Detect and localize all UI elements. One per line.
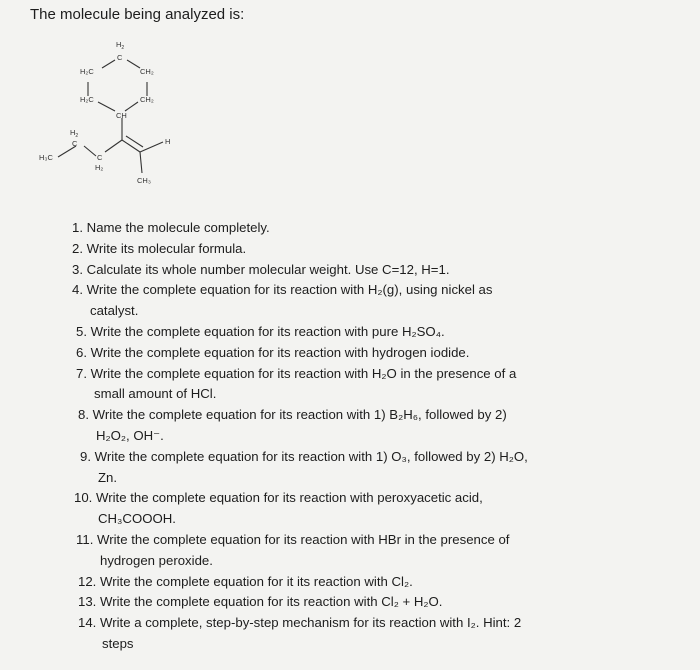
question-item — [60, 488, 690, 530]
h2-label: H₂ — [95, 163, 104, 172]
question-text: Write the complete equation for its reaction with hydrogen iodide. — [90, 344, 470, 360]
carbon-label: C — [117, 53, 123, 62]
ch2-label: CH₂ — [140, 95, 154, 104]
question-text-continuation: steps — [102, 635, 134, 651]
question-text: Write the complete equation for its reaction with 1) O₃, followed by 2) H₂O, — [94, 448, 528, 464]
question-number: 7. — [76, 365, 87, 381]
question-text: Write the complete equation for its reaction with HBr in the presence of — [97, 531, 510, 547]
question-text: Write the complete equation for its reaction with peroxyacetic acid, — [96, 490, 483, 506]
question-list — [60, 218, 690, 655]
question-text: Write the complete equation for its reaction with 1) B₂H₆, followed by 2) — [92, 407, 507, 423]
h2c-label: H₂C — [80, 95, 94, 104]
question-number: 1. — [72, 220, 83, 235]
question-text-continuation: hydrogen peroxide. — [100, 552, 213, 568]
question-item — [60, 343, 690, 364]
question-text-continuation: catalyst. — [90, 303, 139, 319]
question-item — [60, 322, 690, 343]
question-number: 2. — [72, 240, 83, 256]
h-label: H — [165, 137, 171, 146]
question-item — [60, 613, 690, 655]
molecule-structure-diagram — [30, 38, 230, 198]
question-number: 11. — [76, 531, 94, 547]
question-number: 3. — [72, 261, 83, 277]
question-number: 9. — [80, 448, 91, 464]
question-item — [60, 405, 690, 447]
question-item — [60, 239, 690, 260]
question-text: Write its molecular formula. — [86, 240, 247, 256]
question-text: Write the complete equation for its reaction with H₂(g), using nickel as — [86, 282, 493, 298]
ch-label: CH — [116, 111, 127, 120]
question-text: Write the complete equation for its reaction with H₂O in the presence of a — [90, 365, 517, 381]
question-text-continuation: Zn. — [98, 469, 118, 485]
question-text: Write the complete equation for its reaction with pure H₂SO₄. — [90, 323, 445, 339]
h3c-label: H₃C — [39, 153, 53, 162]
question-text-continuation: H₂O₂, OH⁻. — [96, 427, 164, 443]
question-number: 8. — [78, 407, 89, 423]
question-text: Write the complete equation for it its reaction with Cl₂. — [100, 573, 413, 589]
question-text-continuation: small amount of HCl. — [94, 386, 217, 402]
question-text: Name the molecule completely. — [86, 220, 270, 235]
question-number: 5. — [76, 323, 87, 339]
question-item — [60, 447, 690, 489]
question-text: Calculate its whole number molecular weight. Use C=12, H=1. — [86, 261, 450, 277]
question-item — [60, 572, 690, 593]
question-number: 10. — [74, 490, 93, 506]
ch2-label: CH₂ — [140, 67, 154, 76]
question-item — [60, 218, 690, 239]
question-number: 6. — [76, 344, 87, 360]
question-item — [60, 364, 690, 406]
question-number: 13. — [78, 594, 97, 610]
h2-label: $H_2$ — [70, 128, 79, 139]
carbon-label: C — [97, 153, 103, 162]
ch3-label: CH₃ — [137, 176, 151, 185]
question-item — [60, 530, 690, 572]
question-item — [60, 592, 690, 613]
question-number: 14. — [78, 615, 97, 631]
question-item — [60, 260, 690, 281]
question-text: Write a complete, step-by-step mechanism for its reaction with I₂. Hint: 2 — [100, 615, 522, 631]
page-title: The molecule being analyzed is: — [30, 6, 245, 23]
h2c-label: H₂C — [80, 67, 94, 76]
question-number: 12. — [78, 573, 97, 589]
carbon-label: C — [72, 139, 78, 148]
question-text: Write the complete equation for its reaction with Cl₂ + H₂O. — [100, 594, 443, 610]
question-text-continuation: CH₃COOOH. — [98, 511, 176, 527]
h2-label: $H_2$ — [116, 40, 125, 51]
question-number: 4. — [72, 282, 83, 298]
question-item — [60, 280, 690, 322]
